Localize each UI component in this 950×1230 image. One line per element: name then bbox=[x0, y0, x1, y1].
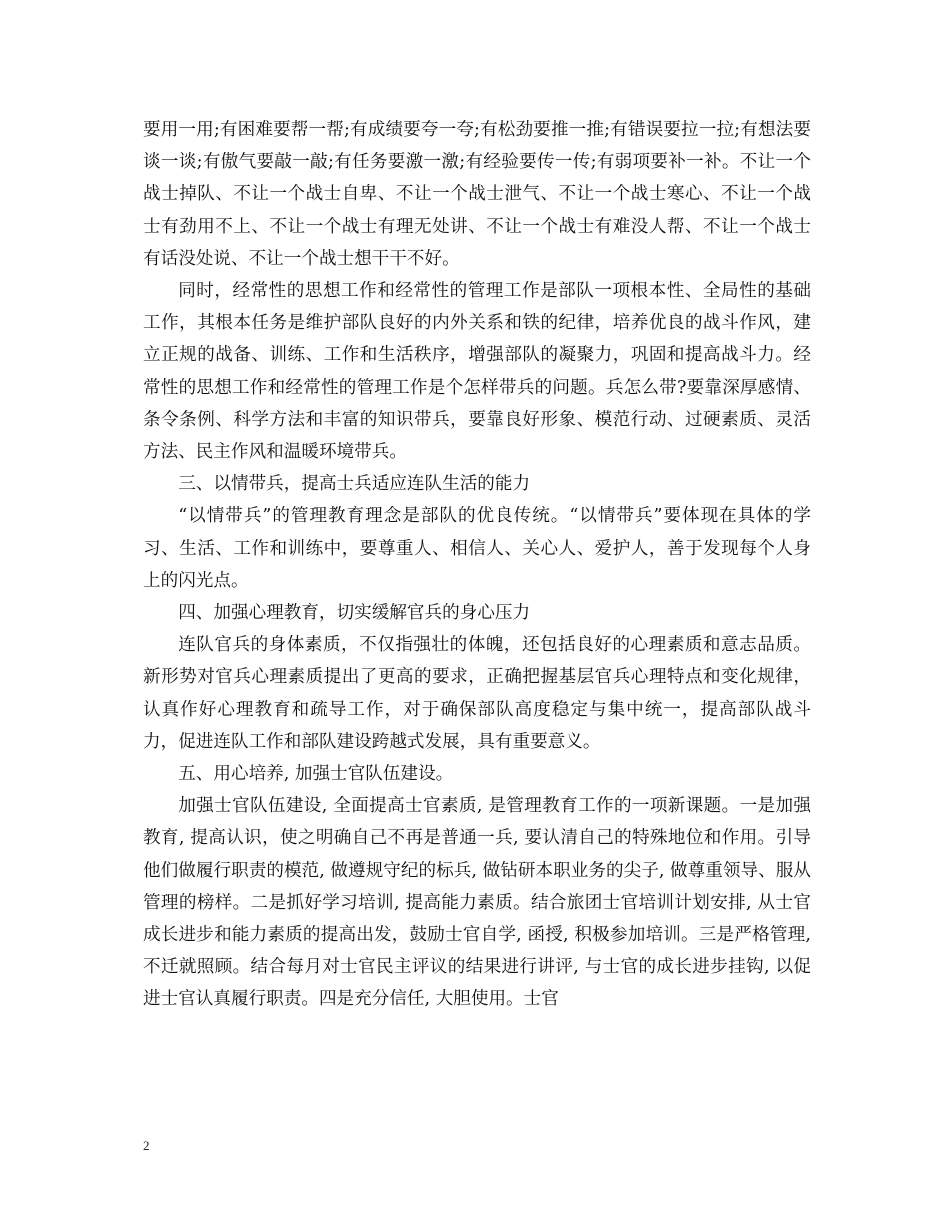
section-heading: 四、加强心理教育，切实缓解官兵的身心压力 bbox=[178, 603, 531, 624]
paragraph: “以情带兵”的管理教育理念是部队的优良传统。“以情带兵”要体现在具体的学习、生活、工作和训练中，要尊重人、相信人、关心人、爱护人，善于发现每个人身上的闪光点。 bbox=[143, 506, 811, 591]
paragraph: 同时，经常性的思想工作和经常性的管理工作是部队一项根本性、全局性的基础工作，其根本任务是维护部队良好的内外关系和铁的纪律，培养优良的战斗作风，建立正规的战备、训练、工作和生活秩序，增强部队的凝聚力，巩固和提高战斗力。经常性的思想工作和经常性的管理工作是个怎样带兵的问题。兵怎么带?要靠深厚感情、条令条例、科学方法和丰富的知识带兵，要靠良好形象、模范行动、过硬素质、灵活方法、民主作风和温暖环境带兵。 bbox=[143, 281, 811, 463]
body-text bbox=[143, 114, 811, 1016]
section-heading: 三、以情带兵，提高士兵适应连队生活的能力 bbox=[178, 474, 531, 495]
page-number: 2 bbox=[143, 1138, 150, 1153]
paragraph: 要用一用;有困难要帮一帮;有成绩要夸一夸;有松劲要推一推;有错误要拉一拉;有想法要谈一谈;有傲气要敲一敲;有任务要激一激;有经验要传一传;有弱项要补一补。不让一个战士掉队、不让一个战士自卑、不让一个战士泄气、不让一个战士寒心、不让一个战士有劲用不上、不让一个战士有理无处讲、不让一个战士有难没人帮、不让一个战士有话没处说、不让一个战士想干干不好。 bbox=[143, 120, 811, 269]
paragraph: 连队官兵的身体素质，不仅指强壮的体魄，还包括良好的心理素质和意志品质。新形势对官兵心理素质提出了更高的要求，正确把握基层官兵心理特点和变化规律，认真作好心理教育和疏导工作，对于确保部队高度稳定与集中统一，提高部队战斗力，促进连队工作和部队建设跨越式发展，具有重要意义。 bbox=[143, 635, 811, 752]
paragraph: 加强士官队伍建设, 全面提高士官素质, 是管理教育工作的一项新课题。一是加强教育, 提高认识，使之明确自己不再是普通一兵, 要认清自己的特殊地位和作用。引导他们做履行职责的模范, 做遵规守纪的标兵, 做钻研本职业务的尖子, 做尊重领导、服从管理的榜样。二是抓好学习培训, 提高能力素质。结合旅团士官培训计划安排, 从士官成长进步和能力素质的提高出发，鼓励士官自学, 函授, 积极参加培训。三是严格管理, 不迁就照顾。结合每月对士官民主评议的结果进行讲评, 与士官的成长进步挂钩, 以促进士官认真履行职责。四是充分信任, 大胆使用。士官 bbox=[143, 796, 811, 1010]
section-heading: 五、用心培养, 加强士官队伍建设。 bbox=[178, 764, 454, 785]
